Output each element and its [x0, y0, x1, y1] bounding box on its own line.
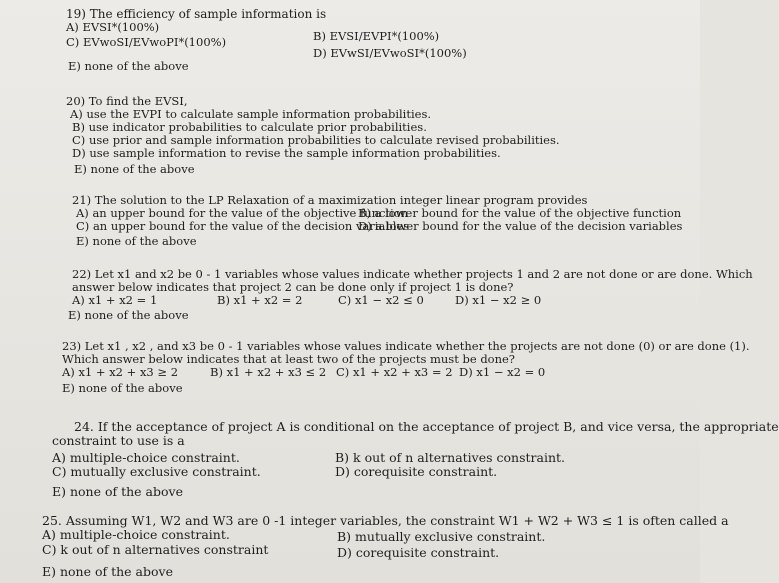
question-21: [72, 193, 683, 248]
question-22-option-e: E) none of the above: [68, 308, 189, 322]
question-21-option-c: C) an upper bound for the value of the decision variables: [76, 219, 410, 233]
question-21-option-e: E) none of the above: [76, 234, 197, 248]
question-24-option-b: B) k out of n alternatives constraint.: [335, 450, 566, 465]
question-25-option-e: E) none of the above: [42, 564, 173, 579]
question-20-option-e: E) none of the above: [74, 162, 195, 176]
question-24-option-a: A) multiple-choice constraint.: [52, 450, 240, 465]
question-22-option-d: D) x1 − x2 ≥ 0: [455, 293, 542, 307]
question-24-option-c: C) mutually exclusive constraint.: [52, 464, 261, 479]
question-19-option-c: C) EVwoSI/EVwoPI*(100%): [66, 35, 227, 49]
question-20-option-c: C) use prior and sample information probabilities to calculate revised probabilities.: [72, 133, 560, 147]
question-19-option-d: D) EVwSI/EVwoSI*(100%): [313, 46, 467, 60]
question-19-option-b: B) EVSI/EVPI*(100%): [313, 29, 440, 43]
question-24-option-e: E) none of the above: [52, 484, 183, 499]
question-25-option-d: D) corequisite constraint.: [337, 545, 500, 560]
question-20-option-a: A) use the EVPI to calculate sample information probabilities.: [70, 107, 432, 121]
question-20-option-b: B) use indicator probabilities to calculate prior probabilities.: [72, 120, 427, 134]
question-23-stem-line-2: Which answer below indicates that at least two of the projects must be done?: [62, 352, 515, 366]
question-24: [52, 419, 779, 499]
question-21-option-a: A) an upper bound for the value of the objective function: [76, 206, 409, 220]
question-19-stem: 19) The efficiency of sample information is: [66, 7, 327, 21]
question-24-stem-line-2: constraint to use is a: [52, 433, 185, 448]
question-24-option-d: D) corequisite constraint.: [335, 464, 498, 479]
question-22-option-c: C) x1 − x2 ≤ 0: [338, 293, 424, 307]
question-25: [42, 513, 729, 579]
question-20-option-d: D) use sample information to revise the sample information probabilities.: [72, 146, 501, 160]
question-23-option-e: E) none of the above: [62, 381, 183, 395]
question-25-option-a: A) multiple-choice constraint.: [42, 527, 230, 542]
question-20: [66, 95, 666, 176]
question-19-option-e: E) none of the above: [68, 59, 189, 73]
question-21-stem: 21) The solution to the LP Relaxation of a maximization integer linear program provides: [72, 193, 588, 207]
question-23-option-c: C) x1 + x2 + x3 = 2: [336, 365, 453, 379]
question-23-option-b: B) x1 + x2 + x3 ≤ 2: [210, 365, 327, 379]
question-22-stem-line-1: 22) Let x1 and x2 be 0 - 1 variables whose values indicate whether projects 1 and 2 are not done or are done. Which: [72, 267, 753, 281]
question-21-option-b: B) a lower bound for the value of the objective function: [358, 206, 682, 220]
question-24-stem-line-1: 24. If the acceptance of project A is conditional on the acceptance of project B, and vice versa, the appropriate: [74, 419, 779, 434]
question-23-option-d: D) x1 − x2 = 0: [459, 365, 546, 379]
question-23-option-a: A) x1 + x2 + x3 ≥ 2: [62, 365, 179, 379]
question-25-option-c: C) k out of n alternatives constraint: [42, 542, 269, 557]
question-20-stem: 20) To find the EVSI,: [66, 94, 188, 108]
question-23: [62, 339, 750, 395]
question-19-option-a: A) EVSI*(100%): [66, 20, 160, 34]
question-22-stem-line-2: answer below indicates that project 2 can be done only if project 1 is done?: [72, 280, 514, 294]
question-22: [68, 267, 753, 322]
question-25-stem: 25. Assuming W1, W2 and W3 are 0 -1 integer variables, the constraint W1 + W2 + W3 ≤ 1 is often called a: [42, 513, 729, 528]
question-22-option-a: A) x1 + x2 = 1: [72, 293, 158, 307]
question-23-stem-line-1: 23) Let x1 , x2 , and x3 be 0 - 1 variables whose values indicate whether the projects are not done (0) or are done (1).: [62, 339, 750, 353]
question-25-option-b: B) mutually exclusive constraint.: [337, 529, 546, 544]
question-22-option-b: B) x1 + x2 = 2: [217, 293, 303, 307]
question-19: [66, 8, 666, 78]
question-21-option-d: D) a lower bound for the value of the decision variables: [358, 219, 683, 233]
